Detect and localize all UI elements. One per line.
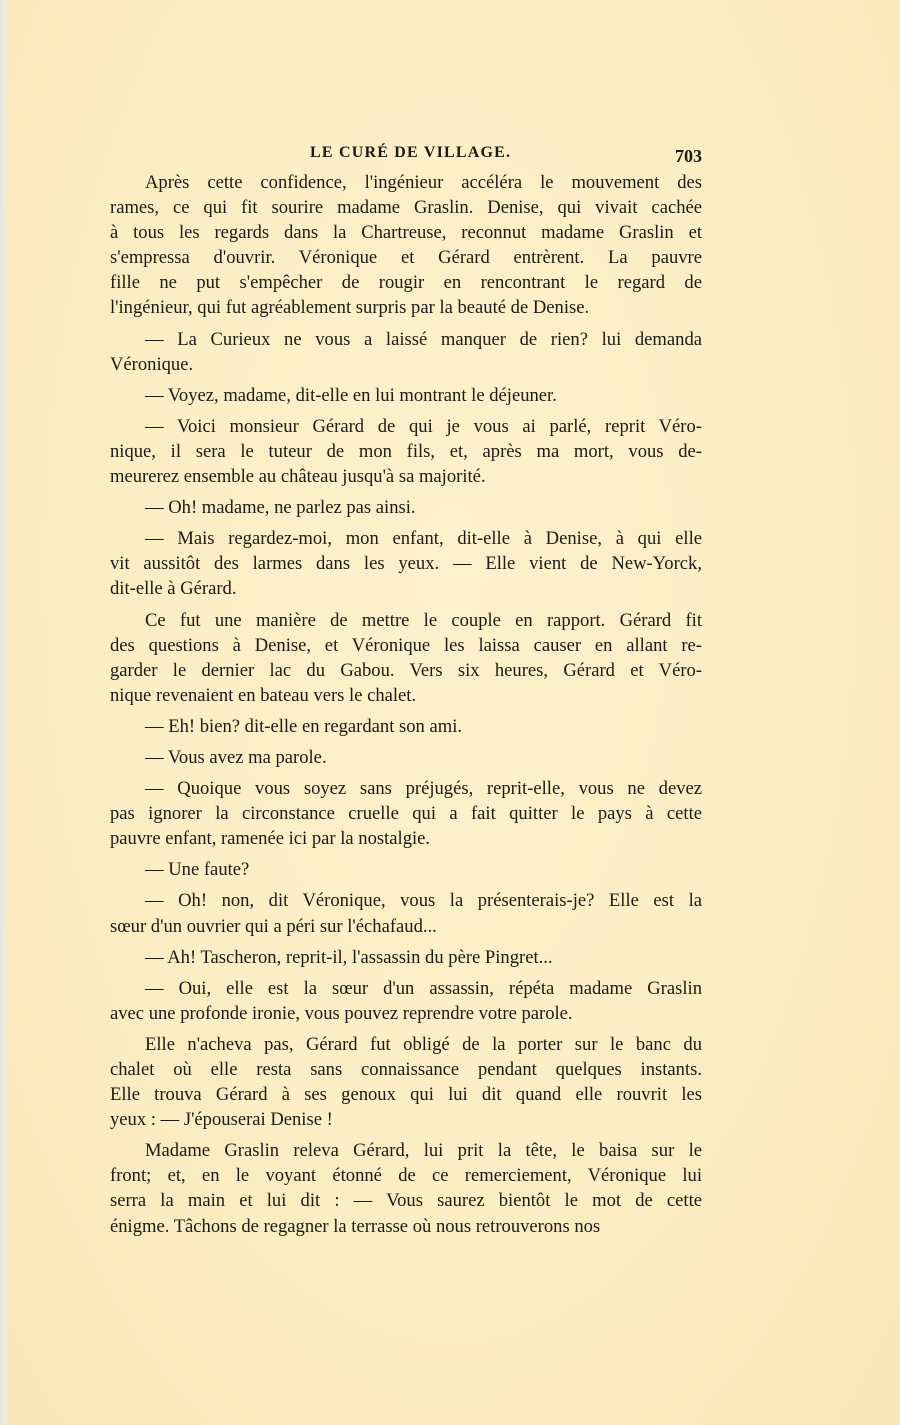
- text-line: pauvre enfant, ramenée ici par la nostalgie.: [110, 828, 431, 850]
- paragraph: [110, 888, 702, 938]
- paragraph: [110, 776, 702, 851]
- text-line: des questions à Denise, et Véronique les laissa causer en allant re-: [110, 634, 702, 656]
- text-line: s'empressa d'ouvrir. Véronique et Gérard entrèrent. La pauvre: [110, 247, 702, 269]
- paragraph: [110, 495, 702, 520]
- paragraph: [110, 1032, 702, 1132]
- body-text: [110, 170, 702, 1239]
- text-line: nique revenaient en bateau vers le chalet.: [110, 684, 417, 706]
- paragraph: [110, 1138, 702, 1238]
- text-line: garder le dernier lac du Gabou. Vers six heures, Gérard et Véro-: [110, 659, 702, 681]
- text-line: — Une faute?: [145, 859, 250, 881]
- text-line: à tous les regards dans la Chartreuse, reconnut madame Graslin et: [110, 222, 702, 244]
- page-header: [110, 144, 702, 168]
- text-line: — Oh! madame, ne parlez pas ainsi.: [145, 497, 416, 519]
- text-line: Après cette confidence, l'ingénieur accéléra le mouvement des: [145, 172, 702, 193]
- text-line: nique, il sera le tuteur de mon fils, et, après ma mort, vous de-: [110, 440, 702, 462]
- text-line: serra la main et lui dit : — Vous saurez bientôt le mot de cette: [110, 1190, 702, 1212]
- paragraph: [110, 383, 702, 408]
- running-title: LE CURÉ DE VILLAGE.: [310, 144, 512, 161]
- text-line: Ce fut une manière de mettre le couple en rapport. Gérard fit: [145, 609, 702, 631]
- text-line: fille ne put s'empêcher de rougir en rencontrant le regard de: [110, 272, 702, 294]
- text-line: — Oui, elle est la sœur d'un assassin, répéta madame Graslin: [145, 977, 702, 999]
- text-line: sœur d'un ouvrier qui a péri sur l'échafaud...: [110, 915, 437, 937]
- text-line: — Voici monsieur Gérard de qui je vous ai parlé, reprit Véro-: [145, 415, 702, 437]
- text-line: — Vous avez ma parole.: [145, 746, 327, 768]
- scan-edge: [0, 0, 7, 1425]
- text-line: — Oh! non, dit Véronique, vous la présenterais-je? Elle est la: [145, 890, 702, 912]
- paragraph: [110, 526, 702, 601]
- text-line: front; et, en le voyant étonné de ce remerciement, Véronique lui: [110, 1165, 702, 1187]
- paragraph: [110, 414, 702, 489]
- text-line: Véronique.: [110, 353, 194, 375]
- paragraph: [110, 745, 702, 770]
- text-line: — Voyez, madame, dit-elle en lui montrant le déjeuner.: [145, 384, 557, 406]
- paragraph: [110, 714, 702, 739]
- text-line: — Quoique vous soyez sans préjugés, reprit-elle, vous ne devez: [145, 778, 702, 800]
- paragraph: [110, 327, 702, 377]
- text-line: — Ah! Tascheron, reprit-il, l'assassin du père Pingret...: [145, 946, 553, 968]
- text-line: chalet où elle resta sans connaissance pendant quelques instants.: [110, 1059, 702, 1080]
- text-line: yeux : — J'épouserai Denise !: [110, 1109, 333, 1131]
- paragraph: [110, 857, 702, 882]
- text-line: l'ingénieur, qui fut agréablement surpris par la beauté de Denise.: [110, 297, 590, 319]
- text-line: rames, ce qui fit sourire madame Graslin. Denise, qui vivait cachée: [110, 197, 702, 219]
- paragraph: [110, 945, 702, 970]
- paragraph: [110, 608, 702, 708]
- text-line: dit-elle à Gérard.: [110, 578, 237, 600]
- text-line: Elle trouva Gérard à ses genoux qui lui dit quand elle rouvrit les: [110, 1084, 702, 1106]
- text-line: Madame Graslin releva Gérard, lui prit la tête, le baisa sur le: [145, 1140, 702, 1162]
- paragraph: [110, 170, 702, 321]
- text-line: meurerez ensemble au château jusqu'à sa majorité.: [110, 466, 486, 488]
- paragraph: [110, 976, 702, 1026]
- page-number: 703: [675, 146, 702, 166]
- text-line: — La Curieux ne vous a laissé manquer de rien? lui demanda: [145, 328, 702, 350]
- text-line: Elle n'acheva pas, Gérard fut obligé de la porter sur le banc du: [145, 1033, 702, 1055]
- text-line: pas ignorer la circonstance cruelle qui a fait quitter le pays à cette: [110, 803, 702, 825]
- text-line: énigme. Tâchons de regagner la terrasse où nous retrouverons nos: [110, 1215, 601, 1237]
- text-line: vit aussitôt des larmes dans les yeux. — Elle vient de New-Yorck,: [110, 553, 702, 575]
- text-line: — Eh! bien? dit-elle en regardant son ami.: [145, 715, 463, 737]
- text-line: — Mais regardez-moi, mon enfant, dit-elle à Denise, à qui elle: [145, 528, 702, 550]
- text-line: avec une profonde ironie, vous pouvez reprendre votre parole.: [110, 1002, 573, 1024]
